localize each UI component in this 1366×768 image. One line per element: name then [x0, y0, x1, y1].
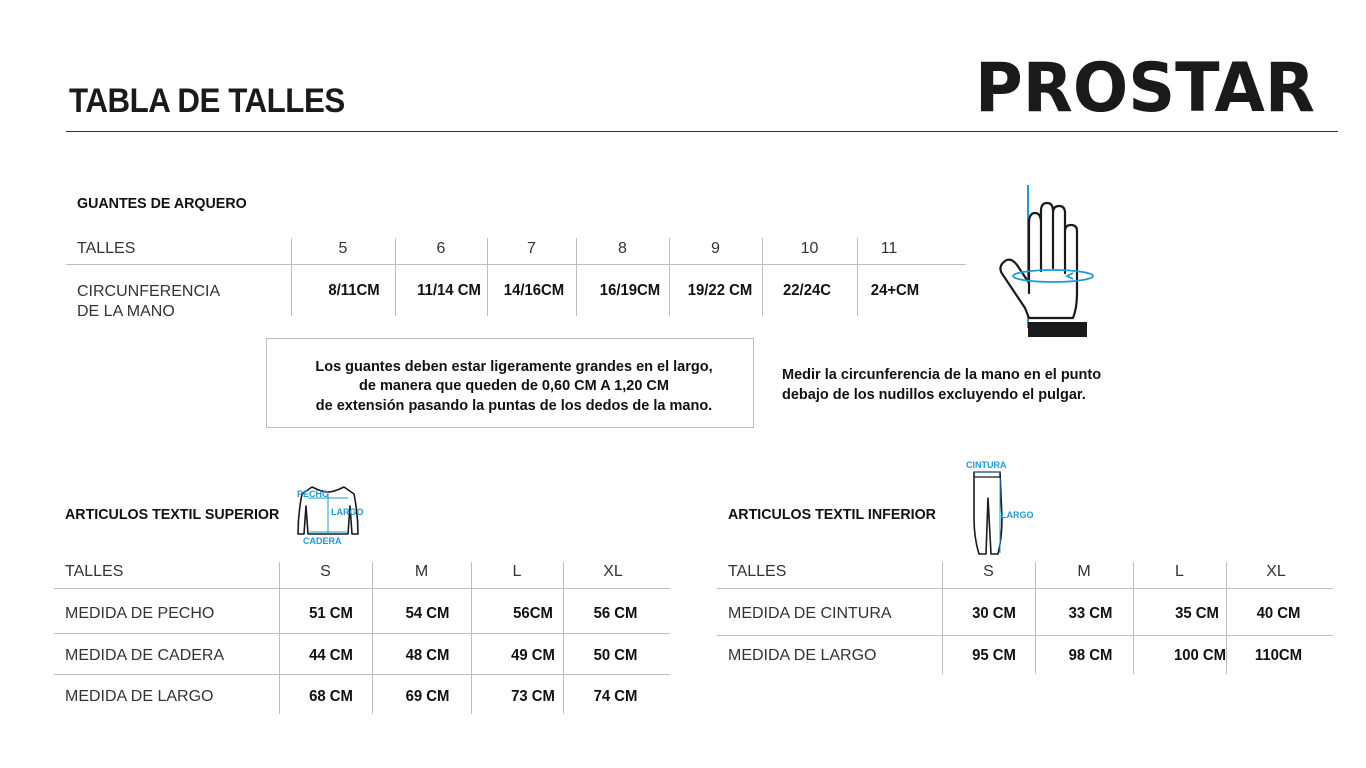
lower-waist-xl: 40 CM [1256, 605, 1301, 622]
measure-instruction-line: Medir la circunferencia de la mano en el punto [782, 367, 1102, 383]
lower-row-label-length: MEDIDA DE LARGO [728, 647, 877, 664]
upper-size-s: S [320, 563, 331, 580]
lower-length-xl: 110CM [1254, 647, 1303, 664]
lower-row-divider [717, 635, 1333, 636]
upper-size-xl: XL [603, 563, 623, 580]
lower-length-l: 100 CM [1173, 647, 1227, 664]
lower-size-m: M [1077, 563, 1091, 580]
lower-row-label-waist: MEDIDA DE CINTURA [728, 605, 892, 622]
shirt-length-label: LARGO [331, 507, 364, 517]
shirt-chest-label: PECHO [297, 489, 330, 499]
lower-size-xl: XL [1266, 563, 1286, 580]
upper-length-l: 73 CM [511, 688, 555, 705]
shirt-icon [294, 482, 364, 548]
pants-waist-label: CINTURA [966, 460, 1007, 470]
gloves-section-title: GUANTES DE ARQUERO [77, 195, 247, 212]
gloves-circ-label-line1: CIRCUNFERENCIA [77, 283, 221, 300]
gloves-size-5: 5 [338, 240, 348, 257]
gloves-size-8: 8 [618, 240, 627, 257]
gloves-circ-label-line2: DE LA MANO [77, 303, 175, 320]
gloves-size-7: 7 [527, 240, 536, 257]
upper-row-label-hip: MEDIDA DE CADERA [65, 647, 225, 664]
gloves-note-line: de extensión pasando la puntas de los dedos de la mano. [315, 398, 713, 414]
pants-icon [960, 458, 1040, 558]
lower-length-s: 95 CM [972, 647, 1016, 664]
upper-chest-m: 54 CM [405, 605, 450, 622]
glove-hand-icon [995, 183, 1100, 340]
gloves-size-11: 11 [880, 240, 898, 257]
gloves-size-6: 6 [436, 240, 446, 257]
upper-row-divider [54, 588, 670, 589]
lower-sizes-label: TALLES [728, 563, 787, 580]
gloves-table-divider [66, 264, 966, 265]
lower-length-m: 98 CM [1068, 647, 1113, 664]
gloves-circ-label [77, 282, 220, 322]
gloves-note-line: Los guantes deben estar ligeramente grandes en el largo, [315, 359, 713, 375]
upper-chest-xl: 56 CM [593, 605, 638, 622]
lower-waist-m: 33 CM [1068, 605, 1113, 622]
upper-hip-l: 49 CM [511, 647, 555, 664]
gloves-circ-value: 24+CM [870, 282, 920, 299]
pants-length-label: LARGO [1001, 510, 1034, 520]
lower-size-s: S [983, 563, 994, 580]
measure-instruction [782, 365, 1101, 405]
gloves-note-line: de manera que queden de 0,60 CM A 1,20 CM [359, 378, 669, 394]
upper-row-label-length: MEDIDA DE LARGO [65, 688, 214, 705]
lower-col-divider [942, 562, 943, 674]
lower-size-l: L [1175, 563, 1184, 580]
lower-section-title: ARTICULOS TEXTIL INFERIOR [728, 506, 936, 523]
gloves-size-9: 9 [711, 240, 720, 257]
shirt-hip-label: CADERA [303, 536, 342, 546]
upper-length-xl: 74 CM [593, 688, 638, 705]
upper-row-divider [54, 633, 670, 634]
upper-length-m: 69 CM [405, 688, 450, 705]
upper-chest-s: 51 CM [309, 605, 353, 622]
upper-hip-s: 44 CM [309, 647, 353, 664]
lower-waist-s: 30 CM [972, 605, 1016, 622]
upper-section-title: ARTICULOS TEXTIL SUPERIOR [65, 506, 280, 523]
page-title: TABLA DE TALLES [69, 82, 345, 120]
upper-row-label-chest: MEDIDA DE PECHO [65, 605, 215, 622]
upper-length-s: 68 CM [309, 688, 353, 705]
gloves-size-10: 10 [800, 240, 819, 257]
upper-chest-l: 56CM [513, 605, 553, 622]
header-divider [66, 131, 1338, 132]
gloves-sizes-label: TALLES [77, 240, 136, 257]
gloves-circ-value: 14/16CM [503, 282, 565, 299]
upper-sizes-label: TALLES [65, 563, 124, 580]
upper-col-divider [279, 562, 280, 714]
measure-instruction-line: debajo de los nudillos excluyendo el pulgar. [782, 387, 1086, 403]
lower-waist-l: 35 CM [1175, 605, 1219, 622]
gloves-circ-value: 22/24C [783, 282, 831, 299]
gloves-circ-value: 16/19CM [599, 282, 661, 299]
upper-row-divider [54, 674, 670, 675]
upper-hip-xl: 50 CM [593, 647, 638, 664]
gloves-circ-value: 11/14 CM [417, 282, 481, 299]
lower-row-divider [717, 588, 1333, 589]
brand-logo [975, 57, 1317, 115]
upper-size-l: L [512, 563, 522, 580]
brand-logo-text: PROSTAR [975, 57, 1315, 115]
gloves-circ-value: 19/22 CM [687, 282, 753, 299]
gloves-circ-value: 8/11CM [328, 282, 380, 299]
upper-size-m: M [414, 563, 429, 580]
upper-hip-m: 48 CM [405, 647, 450, 664]
